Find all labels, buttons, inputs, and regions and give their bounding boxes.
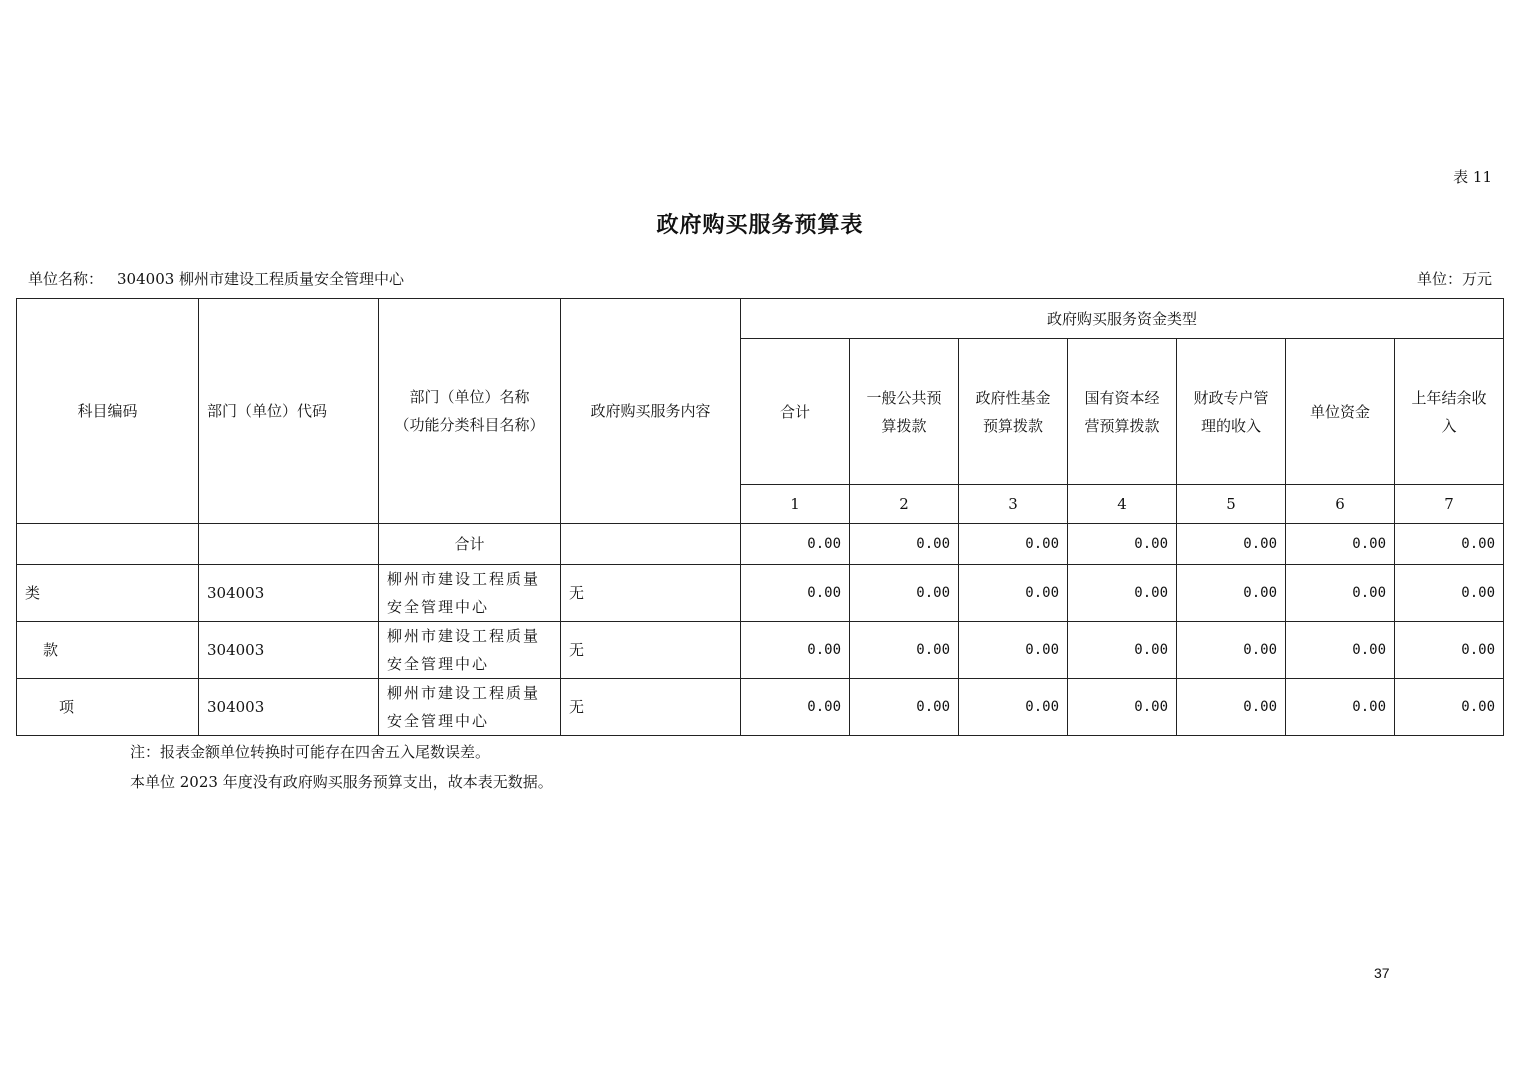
table-cell <box>17 524 199 565</box>
header-fund-3 <box>959 339 1068 485</box>
table-cell: 0.00 <box>1395 524 1504 565</box>
total-label: 合计 <box>379 524 561 565</box>
table-row-total <box>17 524 1504 565</box>
header-dept-name <box>379 299 561 524</box>
unit-name-line <box>28 268 404 289</box>
table-cell: 0.00 <box>741 524 850 565</box>
page-number: 37 <box>1374 965 1390 981</box>
name-line1: 柳州市建设工程质量 <box>387 627 541 645</box>
header-fund-4-line1: 国有资本经 <box>1084 388 1160 407</box>
header-fund-2 <box>850 339 959 485</box>
header-fund-7-line2: 入 <box>1441 416 1457 435</box>
name-line2: 安全管理中心 <box>387 712 490 730</box>
header-fund-5-line2: 理的收入 <box>1200 416 1261 435</box>
table-cell <box>199 524 379 565</box>
table-cell: 0.00 <box>1177 679 1286 736</box>
note-rounding: 注：报表金额单位转换时可能存在四舍五入尾数误差。 <box>130 743 491 761</box>
table-cell: 0.00 <box>850 679 959 736</box>
table-cell: 0.00 <box>1395 679 1504 736</box>
name-line2: 安全管理中心 <box>387 655 490 673</box>
table-cell: 0.00 <box>1177 524 1286 565</box>
table-cell: 0.00 <box>741 622 850 679</box>
header-fund-6 <box>1286 339 1395 485</box>
table-cell: 0.00 <box>959 524 1068 565</box>
table-cell-subject: 款 <box>17 622 199 679</box>
table-cell: 0.00 <box>1286 679 1395 736</box>
table-cell-content: 无 <box>561 622 741 679</box>
table-cell: 0.00 <box>741 565 850 622</box>
name-line1: 柳州市建设工程质量 <box>387 684 541 702</box>
table-cell-subject: 项 <box>17 679 199 736</box>
table-cell: 0.00 <box>850 524 959 565</box>
header-fund-num-6: 6 <box>1286 485 1395 524</box>
table-cell: 0.00 <box>1395 565 1504 622</box>
table-cell: 0.00 <box>959 565 1068 622</box>
header-fund-1 <box>741 339 850 485</box>
unit-name-label: 单位名称： <box>28 270 104 288</box>
budget-table <box>16 298 1504 736</box>
name-line1: 柳州市建设工程质量 <box>387 570 541 588</box>
table-cell-name <box>379 622 561 679</box>
note-no-data: 本单位 2023 年度没有政府购买服务预算支出，故本表无数据。 <box>130 773 553 791</box>
table-row <box>17 565 1504 622</box>
header-fund-7 <box>1395 339 1504 485</box>
table-cell-code: 304003 <box>199 622 379 679</box>
table-cell: 0.00 <box>741 679 850 736</box>
header-fund-num-3: 3 <box>959 485 1068 524</box>
header-fund-2-line1: 一般公共预 <box>866 388 942 407</box>
table-cell-code: 304003 <box>199 565 379 622</box>
table-cell: 0.00 <box>1068 679 1177 736</box>
table-cell: 0.00 <box>1286 565 1395 622</box>
table-row <box>17 679 1504 736</box>
table-cell: 0.00 <box>1177 622 1286 679</box>
header-fund-num-5: 5 <box>1177 485 1286 524</box>
table-cell-subject: 类 <box>17 565 199 622</box>
page-title: 政府购买服务预算表 <box>656 212 864 238</box>
table-cell: 0.00 <box>1286 622 1395 679</box>
notes <box>130 737 553 797</box>
table-cell <box>561 524 741 565</box>
table-cell: 0.00 <box>850 622 959 679</box>
table-cell: 0.00 <box>850 565 959 622</box>
header-fund-3-line2: 预算拨款 <box>982 416 1043 435</box>
header-fund-num-1: 1 <box>741 485 850 524</box>
header-dept-name-line1: 部门（单位）名称 <box>409 388 530 406</box>
table-cell: 0.00 <box>1068 524 1177 565</box>
table-cell: 0.00 <box>1286 524 1395 565</box>
header-dept-name-line2: （功能分类科目名称） <box>394 416 545 434</box>
header-fund-3-line1: 政府性基金 <box>975 388 1051 407</box>
table-cell-name <box>379 679 561 736</box>
table-cell: 0.00 <box>1395 622 1504 679</box>
header-fund-4-line2: 营预算拨款 <box>1084 416 1160 435</box>
header-subject-code: 科目编码 <box>17 299 199 524</box>
table-cell: 0.00 <box>1177 565 1286 622</box>
name-line2: 安全管理中心 <box>387 598 490 616</box>
header-fund-5-line1: 财政专户管 <box>1193 388 1269 407</box>
table-cell-content: 无 <box>561 565 741 622</box>
table-cell-content: 无 <box>561 679 741 736</box>
table-cell: 0.00 <box>959 622 1068 679</box>
table-cell-name <box>379 565 561 622</box>
header-fund-1-line1: 合计 <box>779 402 810 421</box>
table-cell: 0.00 <box>1068 622 1177 679</box>
header-fund-4 <box>1068 339 1177 485</box>
table-cell: 0.00 <box>1068 565 1177 622</box>
money-unit: 单位：万元 <box>1416 270 1492 288</box>
table-cell-code: 304003 <box>199 679 379 736</box>
header-fund-6-line1: 单位资金 <box>1309 402 1370 421</box>
header-fund-type-group: 政府购买服务资金类型 <box>741 299 1504 339</box>
header-fund-num-7: 7 <box>1395 485 1504 524</box>
header-fund-num-2: 2 <box>850 485 959 524</box>
header-fund-5 <box>1177 339 1286 485</box>
header-fund-2-line2: 算拨款 <box>881 416 927 435</box>
header-service-content: 政府购买服务内容 <box>561 299 741 524</box>
header-dept-code: 部门（单位）代码 <box>199 299 379 524</box>
table-cell: 0.00 <box>959 679 1068 736</box>
table-row <box>17 622 1504 679</box>
header-fund-num-4: 4 <box>1068 485 1177 524</box>
table-number: 表 11 <box>1453 168 1492 186</box>
unit-name-value: 304003 柳州市建设工程质量安全管理中心 <box>117 270 405 288</box>
header-fund-7-line1: 上年结余收 <box>1411 388 1487 407</box>
